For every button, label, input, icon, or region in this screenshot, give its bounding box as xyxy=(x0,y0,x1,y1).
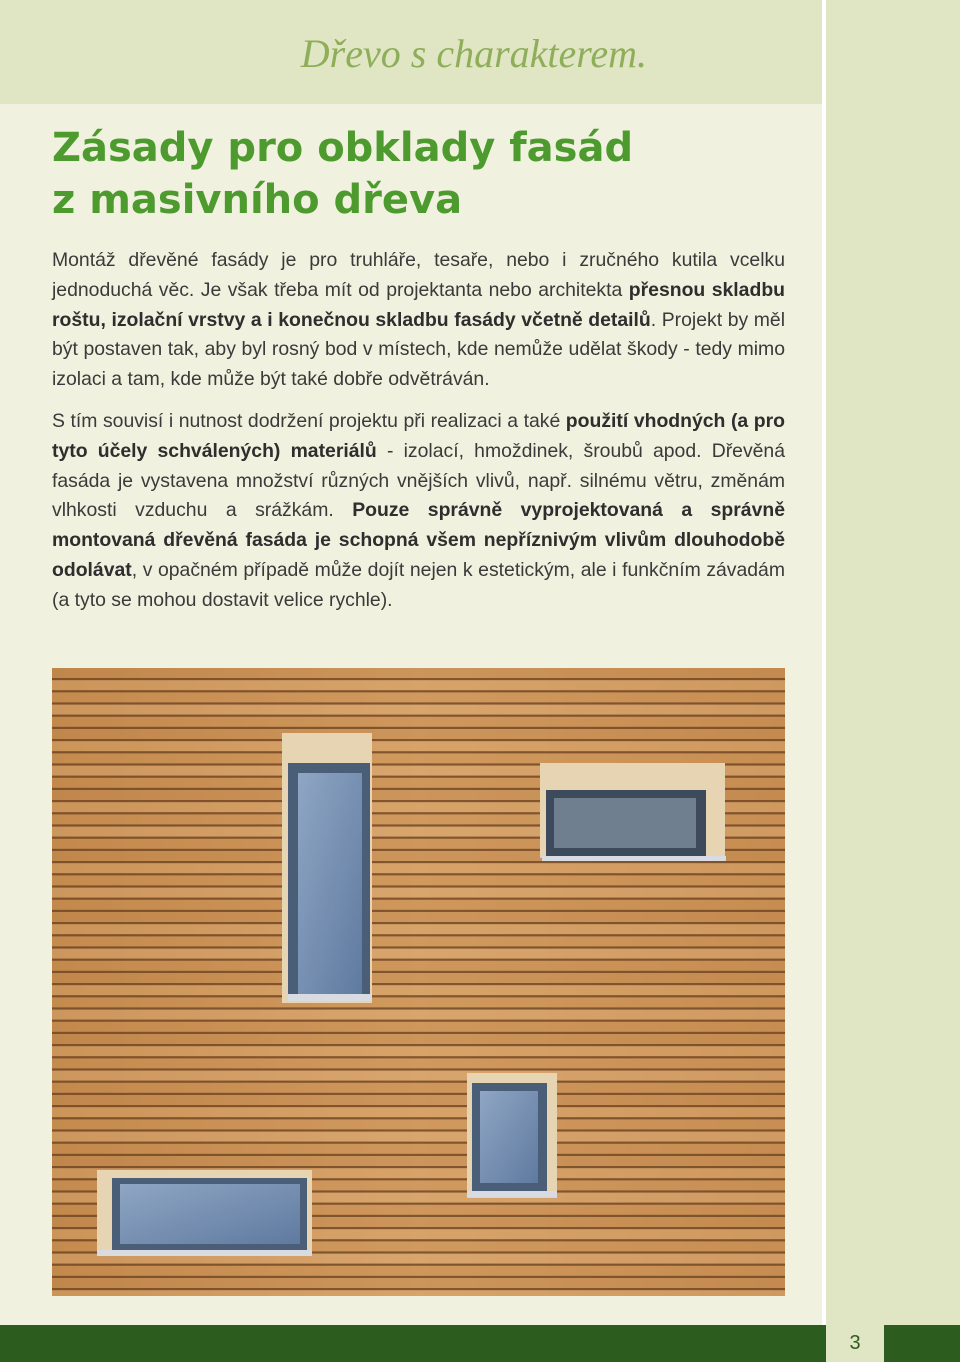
paragraph-1-bold-a: přesnou skladbu roštu, izolační vrstvy a i konečnou skladbu fasády včetně detailů xyxy=(52,278,786,331)
paragraph-2-text-a: S tím souvisí i nutnost dodržení projektu při realizaci a také xyxy=(52,409,566,432)
paragraph-2-bold-b: Pouze správně vyprojektovaná a správně montovaná dřevěná fasáda je schopná všem nepříznivým vlivům dlouhodobě odolávat xyxy=(52,499,785,581)
facade-photo-illustration xyxy=(52,668,785,1296)
paragraph-2-text-c: , v opačném případě může dojít nejen k estetickým, ale i funkčním závadám (a tyto se mohou dostavit velice rychle). xyxy=(52,558,785,611)
page-title-line-1: Zásady pro obklady fasád xyxy=(52,125,634,171)
paragraph-1-text-b: . Projekt by měl být postaven tak, aby byl rosný bod v místech, kde nemůže udělat škody - tedy mimo izolaci a tam, kde může být také dobře odvětráván. xyxy=(52,308,785,391)
paragraph-2-bold-a: použití vhodných (a pro tyto účely schválených) materiálů xyxy=(52,409,785,462)
window-wide-lower xyxy=(97,1170,312,1256)
paragraph-1-text-a: Montáž dřevěné fasády je pro truhláře, tesaře, nebo i zručného kutila vcelku jednoduchá věc. Je však třeba mít od projektanta nebo architekta xyxy=(52,249,785,301)
body-text xyxy=(52,246,785,628)
header-band xyxy=(0,0,822,104)
facade-photo xyxy=(52,668,785,1296)
header-tagline: Dřevo s charakterem. xyxy=(300,31,647,76)
window-tall xyxy=(282,733,372,1003)
page-number: 3 xyxy=(826,1325,884,1362)
paragraph-2 xyxy=(52,407,785,616)
footer-bar xyxy=(0,1325,960,1362)
window-wide-upper xyxy=(540,763,726,861)
paragraph-2-text-b: - izolací, hmoždinek, šroubů apod. Dřevěná fasáda je vystavena množství různých vnějších vlivů, např. silnému větru, změnám vlhkosti vzduchu a srážkám. xyxy=(52,439,785,522)
paragraph-1 xyxy=(52,246,785,395)
window-small xyxy=(467,1073,557,1198)
page-title xyxy=(52,122,652,226)
side-column xyxy=(826,0,960,1325)
page-title-line-2: z masivního dřeva xyxy=(52,177,463,223)
